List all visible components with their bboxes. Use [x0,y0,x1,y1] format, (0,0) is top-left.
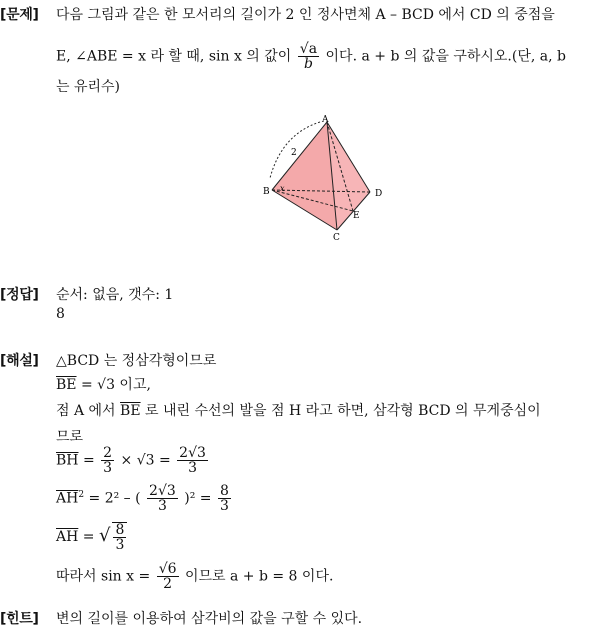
problem-fraction [298,42,319,71]
problem-line-1: 다음 그림과 같은 한 모서리의 길이가 2 인 정사면체 A – BCD 에서 CD 의 중점을 [56,7,555,23]
fraction-denominator: 2 [163,576,173,592]
fraction-denominator: b [303,56,313,72]
equals-sign: = [78,529,99,545]
fraction-denominator: 3 [115,537,125,553]
solution-line-2-rest: = √3 이고, [76,377,151,393]
problem-line-2 [56,42,566,71]
equation-part: = 2² – ( [84,490,141,507]
solution-line-5 [56,446,210,475]
solution-line-2 [56,374,151,394]
segment-ah-label-2: $\overline{AH}$ [56,529,79,545]
answer-value: 8 [56,306,65,322]
equals-sign: = [78,452,100,469]
segment-be-label-2: $\overline{BE}$ [120,403,141,419]
fraction-denominator: 3 [219,498,229,514]
fraction-numerator: 8 [115,522,125,538]
fraction-numerator: 2 [103,445,113,461]
fraction-eight-thirds-root [112,522,127,552]
fraction-denominator: 3 [157,498,167,514]
face-abc [272,122,337,230]
times-root3: × √3 = [120,452,176,469]
hint-text: 변의 길이를 이용하여 삼각비의 값을 구할 수 있다. [56,611,363,627]
solution-line-7 [56,522,129,552]
answer-line-1: 순서: 없음, 갯수: 1 [56,287,174,303]
fraction-root6-over-2 [157,562,179,591]
solution-line-3a: 점 A 에서 [56,403,121,419]
fraction-denominator: 3 [188,460,197,476]
solution-line-8b: 이므로 a + b = 8 이다. [184,568,334,585]
label-b: B [263,187,270,197]
segment-bh-label: $\overline{BH}$ [56,452,79,469]
equation-part: )² = [184,490,216,507]
fraction-numerator: 2√3 [149,483,176,499]
label-d: D [375,189,383,199]
label-e: E [353,211,360,221]
fraction-numerator: √6 [158,561,177,577]
solution-line-8 [56,562,333,591]
tetrahedron-figure [0,112,589,242]
solution-line-3b: 로 내린 수선의 발을 점 H 라고 하면, 삼각형 BCD 의 무게중심이 [140,403,541,419]
problem-tag: [문제] [0,7,39,23]
segment-be-label: $\overline{BE}$ [56,377,77,393]
fraction-numerator: √a [299,41,318,57]
solution-line-4: 므로 [56,429,84,445]
problem-line-2b: 이다. a + b 의 값을 구하시오.(단, a, b [325,48,566,65]
fraction-numerator: 2√3 [179,445,206,461]
label-a: A [322,115,329,125]
label-angle-x: x [280,184,285,193]
fraction-two-thirds [101,446,114,475]
problem-line-3: 는 유리수) [56,79,121,95]
label-length: 2 [291,148,297,158]
solution-line-6 [56,484,233,513]
fraction-denominator: 3 [103,460,113,476]
square-exponent: 2 [78,489,85,500]
sqrt-symbol: √ [98,525,111,546]
fraction-eight-thirds [218,484,231,513]
solution-line-3 [56,400,541,420]
solution-tag: [해설] [0,353,39,369]
label-c: C [333,233,340,242]
solution-line-1: △BCD 는 정삼각형이므로 [56,353,217,369]
fraction-2root3-over-3 [147,484,178,513]
fraction-numerator: 8 [219,483,229,499]
answer-tag: [정답] [0,287,39,303]
problem-line-2a: E, ∠ABE = x 라 할 때, sin x 의 값이 [56,48,292,65]
solution-line-8a: 따라서 sin x = [56,568,155,585]
fraction-2root3-over-3 [177,446,208,475]
segment-ah-label: $\overline{AH}$ [56,490,79,507]
hint-tag: [힌트] [0,611,39,627]
